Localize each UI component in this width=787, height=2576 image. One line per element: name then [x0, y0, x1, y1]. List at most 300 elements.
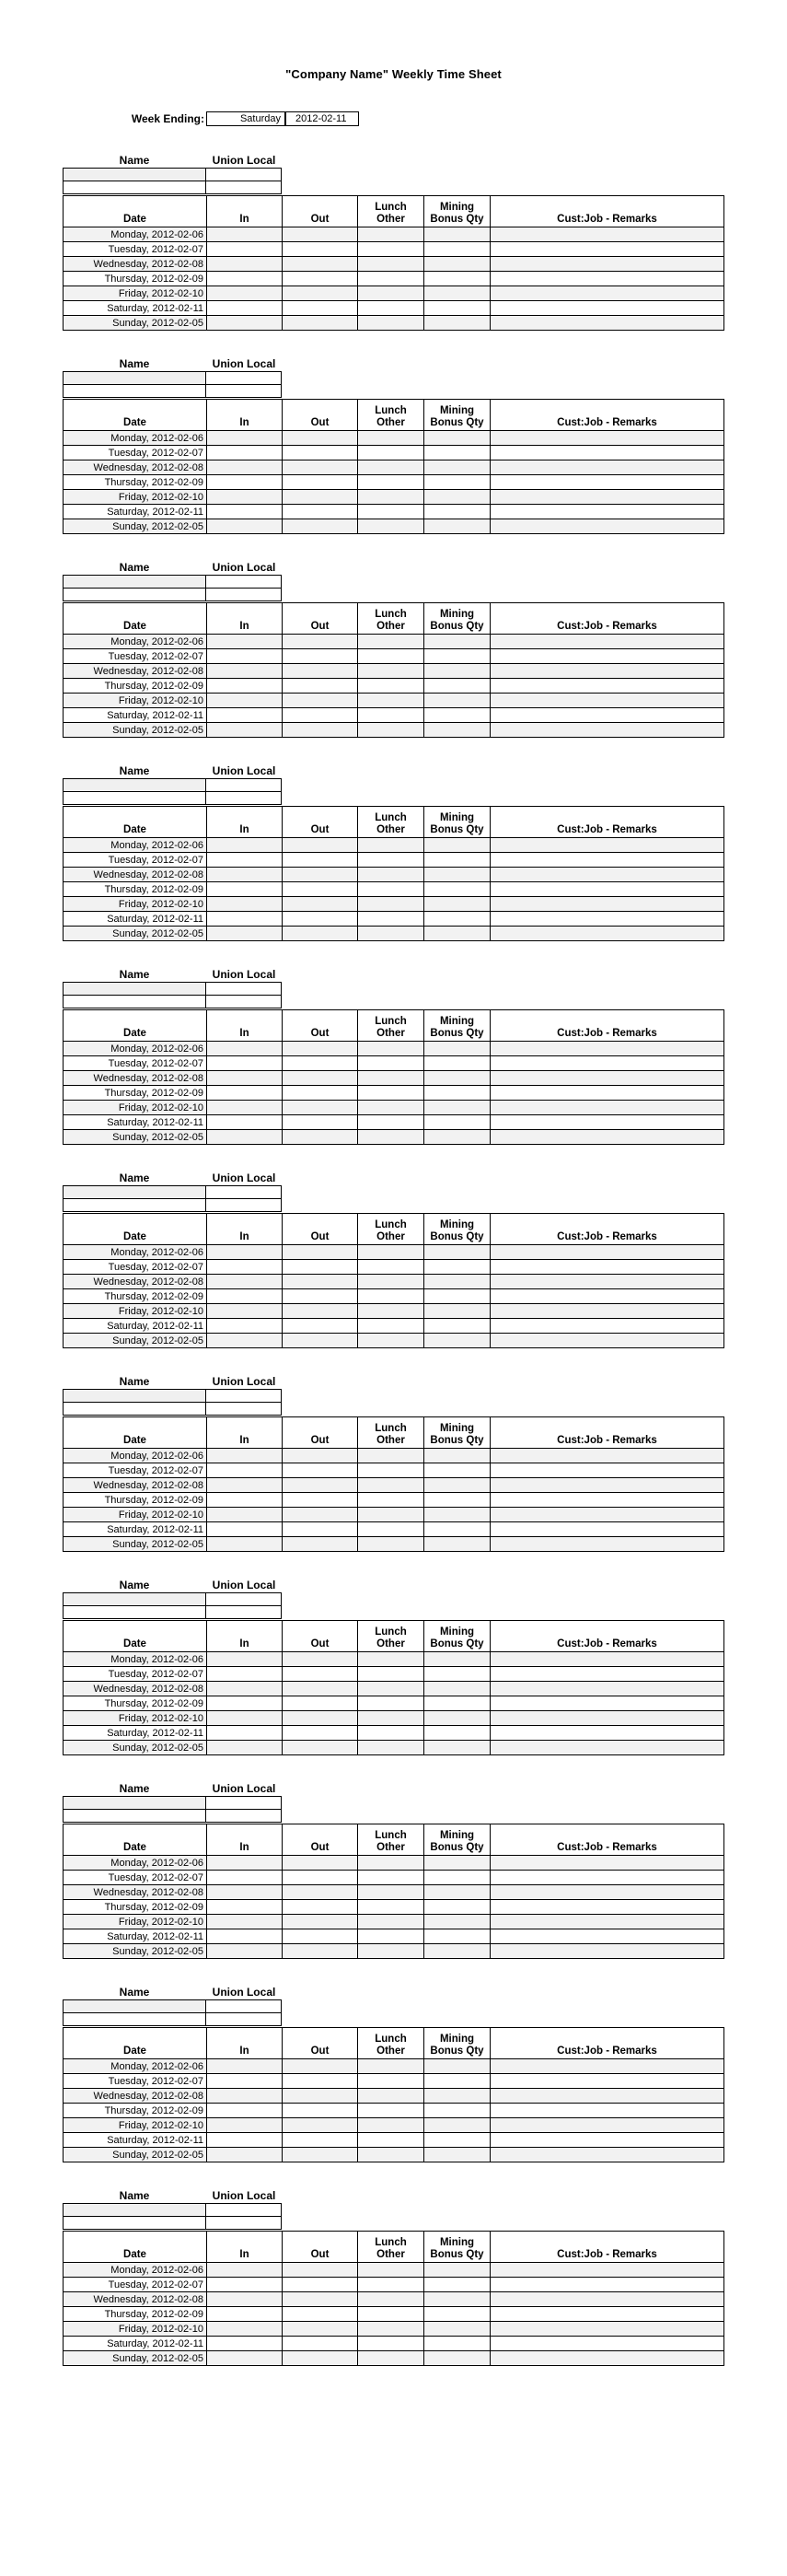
remarks-cell[interactable]: [491, 2089, 724, 2104]
out-time-cell[interactable]: [283, 897, 358, 912]
lunch-other-cell[interactable]: [358, 286, 424, 301]
remarks-cell[interactable]: [491, 2263, 724, 2278]
lunch-other-cell[interactable]: [358, 2263, 424, 2278]
out-time-cell[interactable]: [283, 519, 358, 534]
out-time-cell[interactable]: [283, 2337, 358, 2351]
out-time-cell[interactable]: [283, 649, 358, 664]
in-time-cell[interactable]: [207, 2278, 283, 2292]
remarks-cell[interactable]: [491, 1449, 724, 1463]
out-time-cell[interactable]: [283, 1711, 358, 1726]
mining-bonus-cell[interactable]: [424, 2133, 491, 2148]
mining-bonus-cell[interactable]: [424, 1667, 491, 1682]
remarks-cell[interactable]: [491, 927, 724, 941]
lunch-other-cell[interactable]: [358, 1334, 424, 1348]
employee-name-field[interactable]: [63, 1389, 206, 1403]
union-local-field[interactable]: [206, 1796, 282, 1810]
in-time-cell[interactable]: [207, 2292, 283, 2307]
remarks-cell[interactable]: [491, 649, 724, 664]
remarks-cell[interactable]: [491, 635, 724, 649]
in-time-cell[interactable]: [207, 316, 283, 331]
out-time-cell[interactable]: [283, 460, 358, 475]
mining-bonus-cell[interactable]: [424, 2307, 491, 2322]
mining-bonus-cell[interactable]: [424, 1449, 491, 1463]
mining-bonus-cell[interactable]: [424, 2059, 491, 2074]
out-time-cell[interactable]: [283, 723, 358, 738]
union-local-field-2[interactable]: [206, 384, 282, 398]
lunch-other-cell[interactable]: [358, 301, 424, 316]
employee-name-field[interactable]: [63, 371, 206, 385]
remarks-cell[interactable]: [491, 1711, 724, 1726]
in-time-cell[interactable]: [207, 1741, 283, 1755]
mining-bonus-cell[interactable]: [424, 242, 491, 257]
in-time-cell[interactable]: [207, 1493, 283, 1508]
mining-bonus-cell[interactable]: [424, 1652, 491, 1667]
remarks-cell[interactable]: [491, 853, 724, 868]
remarks-cell[interactable]: [491, 286, 724, 301]
lunch-other-cell[interactable]: [358, 227, 424, 242]
employee-name-field-2[interactable]: [63, 384, 206, 398]
lunch-other-cell[interactable]: [358, 1304, 424, 1319]
employee-name-field-2[interactable]: [63, 2012, 206, 2026]
out-time-cell[interactable]: [283, 1900, 358, 1915]
in-time-cell[interactable]: [207, 227, 283, 242]
out-time-cell[interactable]: [283, 431, 358, 446]
out-time-cell[interactable]: [283, 1871, 358, 1885]
lunch-other-cell[interactable]: [358, 635, 424, 649]
lunch-other-cell[interactable]: [358, 708, 424, 723]
mining-bonus-cell[interactable]: [424, 272, 491, 286]
lunch-other-cell[interactable]: [358, 446, 424, 460]
mining-bonus-cell[interactable]: [424, 475, 491, 490]
lunch-other-cell[interactable]: [358, 1042, 424, 1056]
lunch-other-cell[interactable]: [358, 1463, 424, 1478]
mining-bonus-cell[interactable]: [424, 519, 491, 534]
mining-bonus-cell[interactable]: [424, 1929, 491, 1944]
mining-bonus-cell[interactable]: [424, 2104, 491, 2118]
remarks-cell[interactable]: [491, 1245, 724, 1260]
union-local-field[interactable]: [206, 778, 282, 792]
union-local-field-2[interactable]: [206, 2012, 282, 2026]
lunch-other-cell[interactable]: [358, 2322, 424, 2337]
lunch-other-cell[interactable]: [358, 2278, 424, 2292]
in-time-cell[interactable]: [207, 1101, 283, 1115]
mining-bonus-cell[interactable]: [424, 301, 491, 316]
out-time-cell[interactable]: [283, 257, 358, 272]
employee-name-field-2[interactable]: [63, 1605, 206, 1619]
remarks-cell[interactable]: [491, 519, 724, 534]
in-time-cell[interactable]: [207, 1478, 283, 1493]
employee-name-field[interactable]: [63, 982, 206, 996]
remarks-cell[interactable]: [491, 2148, 724, 2162]
remarks-cell[interactable]: [491, 2059, 724, 2074]
out-time-cell[interactable]: [283, 1275, 358, 1289]
lunch-other-cell[interactable]: [358, 1449, 424, 1463]
in-time-cell[interactable]: [207, 723, 283, 738]
remarks-cell[interactable]: [491, 1056, 724, 1071]
mining-bonus-cell[interactable]: [424, 897, 491, 912]
union-local-field[interactable]: [206, 2203, 282, 2217]
lunch-other-cell[interactable]: [358, 431, 424, 446]
remarks-cell[interactable]: [491, 2278, 724, 2292]
mining-bonus-cell[interactable]: [424, 1071, 491, 1086]
lunch-other-cell[interactable]: [358, 1871, 424, 1885]
in-time-cell[interactable]: [207, 1711, 283, 1726]
remarks-cell[interactable]: [491, 882, 724, 897]
lunch-other-cell[interactable]: [358, 272, 424, 286]
lunch-other-cell[interactable]: [358, 316, 424, 331]
out-time-cell[interactable]: [283, 2133, 358, 2148]
employee-name-field[interactable]: [63, 778, 206, 792]
union-local-field[interactable]: [206, 982, 282, 996]
out-time-cell[interactable]: [283, 1726, 358, 1741]
remarks-cell[interactable]: [491, 1856, 724, 1871]
lunch-other-cell[interactable]: [358, 505, 424, 519]
union-local-field[interactable]: [206, 1592, 282, 1606]
mining-bonus-cell[interactable]: [424, 1245, 491, 1260]
mining-bonus-cell[interactable]: [424, 2263, 491, 2278]
remarks-cell[interactable]: [491, 1463, 724, 1478]
lunch-other-cell[interactable]: [358, 1245, 424, 1260]
out-time-cell[interactable]: [283, 1652, 358, 1667]
lunch-other-cell[interactable]: [358, 2351, 424, 2366]
lunch-other-cell[interactable]: [358, 1885, 424, 1900]
remarks-cell[interactable]: [491, 2322, 724, 2337]
out-time-cell[interactable]: [283, 694, 358, 708]
remarks-cell[interactable]: [491, 1508, 724, 1522]
in-time-cell[interactable]: [207, 649, 283, 664]
lunch-other-cell[interactable]: [358, 1711, 424, 1726]
mining-bonus-cell[interactable]: [424, 1086, 491, 1101]
lunch-other-cell[interactable]: [358, 1493, 424, 1508]
out-time-cell[interactable]: [283, 2322, 358, 2337]
out-time-cell[interactable]: [283, 2292, 358, 2307]
out-time-cell[interactable]: [283, 316, 358, 331]
out-time-cell[interactable]: [283, 2118, 358, 2133]
in-time-cell[interactable]: [207, 1130, 283, 1145]
lunch-other-cell[interactable]: [358, 679, 424, 694]
in-time-cell[interactable]: [207, 2074, 283, 2089]
mining-bonus-cell[interactable]: [424, 838, 491, 853]
lunch-other-cell[interactable]: [358, 490, 424, 505]
out-time-cell[interactable]: [283, 227, 358, 242]
out-time-cell[interactable]: [283, 708, 358, 723]
in-time-cell[interactable]: [207, 664, 283, 679]
employee-name-field-2[interactable]: [63, 588, 206, 601]
out-time-cell[interactable]: [283, 2278, 358, 2292]
mining-bonus-cell[interactable]: [424, 853, 491, 868]
employee-name-field[interactable]: [63, 1796, 206, 1810]
lunch-other-cell[interactable]: [358, 1071, 424, 1086]
mining-bonus-cell[interactable]: [424, 2074, 491, 2089]
mining-bonus-cell[interactable]: [424, 1900, 491, 1915]
employee-name-field[interactable]: [63, 168, 206, 181]
remarks-cell[interactable]: [491, 1522, 724, 1537]
in-time-cell[interactable]: [207, 1667, 283, 1682]
remarks-cell[interactable]: [491, 431, 724, 446]
in-time-cell[interactable]: [207, 272, 283, 286]
lunch-other-cell[interactable]: [358, 897, 424, 912]
lunch-other-cell[interactable]: [358, 1652, 424, 1667]
in-time-cell[interactable]: [207, 2089, 283, 2104]
remarks-cell[interactable]: [491, 1885, 724, 1900]
union-local-field[interactable]: [206, 575, 282, 589]
mining-bonus-cell[interactable]: [424, 1885, 491, 1900]
out-time-cell[interactable]: [283, 286, 358, 301]
employee-name-field[interactable]: [63, 575, 206, 589]
lunch-other-cell[interactable]: [358, 1319, 424, 1334]
out-time-cell[interactable]: [283, 838, 358, 853]
union-local-field-2[interactable]: [206, 588, 282, 601]
mining-bonus-cell[interactable]: [424, 2322, 491, 2337]
in-time-cell[interactable]: [207, 897, 283, 912]
in-time-cell[interactable]: [207, 2104, 283, 2118]
in-time-cell[interactable]: [207, 1900, 283, 1915]
employee-name-field[interactable]: [63, 1592, 206, 1606]
mining-bonus-cell[interactable]: [424, 316, 491, 331]
out-time-cell[interactable]: [283, 1319, 358, 1334]
mining-bonus-cell[interactable]: [424, 1130, 491, 1145]
remarks-cell[interactable]: [491, 2104, 724, 2118]
out-time-cell[interactable]: [283, 853, 358, 868]
mining-bonus-cell[interactable]: [424, 257, 491, 272]
out-time-cell[interactable]: [283, 1071, 358, 1086]
remarks-cell[interactable]: [491, 446, 724, 460]
in-time-cell[interactable]: [207, 2263, 283, 2278]
lunch-other-cell[interactable]: [358, 1478, 424, 1493]
mining-bonus-cell[interactable]: [424, 708, 491, 723]
remarks-cell[interactable]: [491, 1682, 724, 1696]
in-time-cell[interactable]: [207, 431, 283, 446]
mining-bonus-cell[interactable]: [424, 1726, 491, 1741]
remarks-cell[interactable]: [491, 1478, 724, 1493]
mining-bonus-cell[interactable]: [424, 2337, 491, 2351]
mining-bonus-cell[interactable]: [424, 1101, 491, 1115]
remarks-cell[interactable]: [491, 475, 724, 490]
remarks-cell[interactable]: [491, 2292, 724, 2307]
lunch-other-cell[interactable]: [358, 475, 424, 490]
out-time-cell[interactable]: [283, 2059, 358, 2074]
in-time-cell[interactable]: [207, 838, 283, 853]
remarks-cell[interactable]: [491, 1086, 724, 1101]
in-time-cell[interactable]: [207, 1071, 283, 1086]
out-time-cell[interactable]: [283, 1929, 358, 1944]
out-time-cell[interactable]: [283, 1463, 358, 1478]
union-local-field[interactable]: [206, 1185, 282, 1199]
remarks-cell[interactable]: [491, 1741, 724, 1755]
lunch-other-cell[interactable]: [358, 1929, 424, 1944]
union-local-field-2[interactable]: [206, 1402, 282, 1416]
mining-bonus-cell[interactable]: [424, 1042, 491, 1056]
employee-name-field-2[interactable]: [63, 1198, 206, 1212]
in-time-cell[interactable]: [207, 1334, 283, 1348]
mining-bonus-cell[interactable]: [424, 1508, 491, 1522]
lunch-other-cell[interactable]: [358, 2148, 424, 2162]
in-time-cell[interactable]: [207, 708, 283, 723]
out-time-cell[interactable]: [283, 2263, 358, 2278]
remarks-cell[interactable]: [491, 272, 724, 286]
in-time-cell[interactable]: [207, 2351, 283, 2366]
lunch-other-cell[interactable]: [358, 519, 424, 534]
in-time-cell[interactable]: [207, 912, 283, 927]
lunch-other-cell[interactable]: [358, 1115, 424, 1130]
out-time-cell[interactable]: [283, 2089, 358, 2104]
remarks-cell[interactable]: [491, 257, 724, 272]
remarks-cell[interactable]: [491, 227, 724, 242]
out-time-cell[interactable]: [283, 2074, 358, 2089]
out-time-cell[interactable]: [283, 679, 358, 694]
lunch-other-cell[interactable]: [358, 1667, 424, 1682]
in-time-cell[interactable]: [207, 927, 283, 941]
lunch-other-cell[interactable]: [358, 664, 424, 679]
union-local-field[interactable]: [206, 168, 282, 181]
out-time-cell[interactable]: [283, 1508, 358, 1522]
mining-bonus-cell[interactable]: [424, 1856, 491, 1871]
out-time-cell[interactable]: [283, 1522, 358, 1537]
mining-bonus-cell[interactable]: [424, 1478, 491, 1493]
in-time-cell[interactable]: [207, 490, 283, 505]
lunch-other-cell[interactable]: [358, 460, 424, 475]
mining-bonus-cell[interactable]: [424, 1944, 491, 1959]
lunch-other-cell[interactable]: [358, 242, 424, 257]
remarks-cell[interactable]: [491, 1537, 724, 1552]
out-time-cell[interactable]: [283, 868, 358, 882]
week-ending-day[interactable]: Saturday: [206, 111, 285, 126]
employee-name-field-2[interactable]: [63, 1402, 206, 1416]
lunch-other-cell[interactable]: [358, 649, 424, 664]
lunch-other-cell[interactable]: [358, 1696, 424, 1711]
remarks-cell[interactable]: [491, 505, 724, 519]
out-time-cell[interactable]: [283, 1478, 358, 1493]
in-time-cell[interactable]: [207, 1944, 283, 1959]
union-local-field[interactable]: [206, 371, 282, 385]
mining-bonus-cell[interactable]: [424, 1741, 491, 1755]
out-time-cell[interactable]: [283, 1856, 358, 1871]
mining-bonus-cell[interactable]: [424, 723, 491, 738]
remarks-cell[interactable]: [491, 1130, 724, 1145]
in-time-cell[interactable]: [207, 882, 283, 897]
out-time-cell[interactable]: [283, 242, 358, 257]
in-time-cell[interactable]: [207, 1856, 283, 1871]
lunch-other-cell[interactable]: [358, 694, 424, 708]
in-time-cell[interactable]: [207, 1915, 283, 1929]
in-time-cell[interactable]: [207, 868, 283, 882]
out-time-cell[interactable]: [283, 912, 358, 927]
lunch-other-cell[interactable]: [358, 1260, 424, 1275]
remarks-cell[interactable]: [491, 1101, 724, 1115]
remarks-cell[interactable]: [491, 723, 724, 738]
in-time-cell[interactable]: [207, 1245, 283, 1260]
employee-name-field[interactable]: [63, 1999, 206, 2013]
out-time-cell[interactable]: [283, 505, 358, 519]
in-time-cell[interactable]: [207, 635, 283, 649]
mining-bonus-cell[interactable]: [424, 286, 491, 301]
union-local-field-2[interactable]: [206, 181, 282, 194]
mining-bonus-cell[interactable]: [424, 1537, 491, 1552]
remarks-cell[interactable]: [491, 868, 724, 882]
in-time-cell[interactable]: [207, 242, 283, 257]
lunch-other-cell[interactable]: [358, 882, 424, 897]
out-time-cell[interactable]: [283, 1449, 358, 1463]
union-local-field-2[interactable]: [206, 2216, 282, 2230]
lunch-other-cell[interactable]: [358, 927, 424, 941]
union-local-field-2[interactable]: [206, 1605, 282, 1619]
remarks-cell[interactable]: [491, 1334, 724, 1348]
mining-bonus-cell[interactable]: [424, 1334, 491, 1348]
in-time-cell[interactable]: [207, 2307, 283, 2322]
remarks-cell[interactable]: [491, 1652, 724, 1667]
in-time-cell[interactable]: [207, 694, 283, 708]
mining-bonus-cell[interactable]: [424, 1275, 491, 1289]
mining-bonus-cell[interactable]: [424, 649, 491, 664]
employee-name-field-2[interactable]: [63, 2216, 206, 2230]
in-time-cell[interactable]: [207, 853, 283, 868]
mining-bonus-cell[interactable]: [424, 2278, 491, 2292]
lunch-other-cell[interactable]: [358, 723, 424, 738]
in-time-cell[interactable]: [207, 519, 283, 534]
mining-bonus-cell[interactable]: [424, 1696, 491, 1711]
lunch-other-cell[interactable]: [358, 1900, 424, 1915]
in-time-cell[interactable]: [207, 1682, 283, 1696]
employee-name-field-2[interactable]: [63, 181, 206, 194]
lunch-other-cell[interactable]: [358, 2074, 424, 2089]
in-time-cell[interactable]: [207, 1289, 283, 1304]
in-time-cell[interactable]: [207, 2118, 283, 2133]
out-time-cell[interactable]: [283, 301, 358, 316]
union-local-field-2[interactable]: [206, 995, 282, 1008]
mining-bonus-cell[interactable]: [424, 1056, 491, 1071]
employee-name-field[interactable]: [63, 1185, 206, 1199]
lunch-other-cell[interactable]: [358, 1522, 424, 1537]
out-time-cell[interactable]: [283, 1260, 358, 1275]
out-time-cell[interactable]: [283, 927, 358, 941]
remarks-cell[interactable]: [491, 708, 724, 723]
mining-bonus-cell[interactable]: [424, 1304, 491, 1319]
mining-bonus-cell[interactable]: [424, 927, 491, 941]
lunch-other-cell[interactable]: [358, 1856, 424, 1871]
mining-bonus-cell[interactable]: [424, 1115, 491, 1130]
in-time-cell[interactable]: [207, 1260, 283, 1275]
remarks-cell[interactable]: [491, 1944, 724, 1959]
lunch-other-cell[interactable]: [358, 838, 424, 853]
lunch-other-cell[interactable]: [358, 1537, 424, 1552]
mining-bonus-cell[interactable]: [424, 1522, 491, 1537]
lunch-other-cell[interactable]: [358, 2337, 424, 2351]
in-time-cell[interactable]: [207, 1086, 283, 1101]
lunch-other-cell[interactable]: [358, 1289, 424, 1304]
lunch-other-cell[interactable]: [358, 1741, 424, 1755]
mining-bonus-cell[interactable]: [424, 882, 491, 897]
lunch-other-cell[interactable]: [358, 2133, 424, 2148]
in-time-cell[interactable]: [207, 1275, 283, 1289]
in-time-cell[interactable]: [207, 1042, 283, 1056]
out-time-cell[interactable]: [283, 1885, 358, 1900]
remarks-cell[interactable]: [491, 1071, 724, 1086]
mining-bonus-cell[interactable]: [424, 868, 491, 882]
out-time-cell[interactable]: [283, 2148, 358, 2162]
mining-bonus-cell[interactable]: [424, 227, 491, 242]
in-time-cell[interactable]: [207, 1537, 283, 1552]
in-time-cell[interactable]: [207, 2337, 283, 2351]
in-time-cell[interactable]: [207, 460, 283, 475]
remarks-cell[interactable]: [491, 1900, 724, 1915]
lunch-other-cell[interactable]: [358, 1275, 424, 1289]
out-time-cell[interactable]: [283, 1304, 358, 1319]
lunch-other-cell[interactable]: [358, 2292, 424, 2307]
out-time-cell[interactable]: [283, 446, 358, 460]
mining-bonus-cell[interactable]: [424, 1319, 491, 1334]
lunch-other-cell[interactable]: [358, 1508, 424, 1522]
lunch-other-cell[interactable]: [358, 2118, 424, 2133]
